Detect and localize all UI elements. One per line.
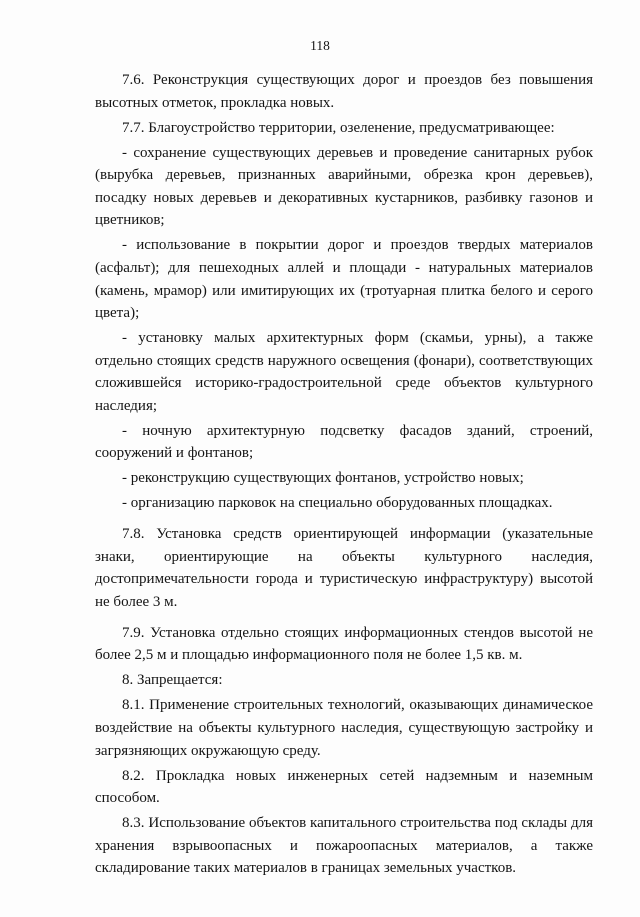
page-number: 118 xyxy=(310,38,330,53)
paragraph-8-3: 8.3. Использование объектов капитального строительства под склады для хранения взрывоопасных и пожароопасных материалов, а также складирование таких материалов в границах земельных участков. xyxy=(95,815,593,877)
paragraph-7-6: 7.6. Реконструкция существующих дорог и проездов без повышения высотных отметок, прокладка новых. xyxy=(95,72,593,111)
paragraph-8-2: 8.2. Прокладка новых инженерных сетей надземным и наземным способом. xyxy=(95,767,593,807)
list-item-fountains: - реконструкцию существующих фонтанов, устройство новых; xyxy=(122,470,524,487)
paragraph-8: 8. Запрещается: xyxy=(122,672,223,689)
paragraph-7-9: 7.9. Установка отдельно стоящих информационных стендов высотой не более 2,5 м и площадью информационного поля не более 1,5 кв. м. xyxy=(95,624,593,664)
paragraph-7-8: 7.8. Установка средств ориентирующей информации (указательные знаки, ориентирующие на объекты культурного наследия, достопримечательности города и туристическую инфраструктуру) высотой не более 3 м. xyxy=(95,526,593,610)
list-item-greenery: - сохранение существующих деревьев и проведение санитарных рубок (вырубка деревьев, признанных аварийными, обрезка крон деревьев), посадку новых деревьев и декоративных кустарников, разбивку газонов и цветников; xyxy=(95,144,593,229)
paragraph-8-1: 8.1. Применение строительных технологий, оказывающих динамическое воздействие на объекты культурного наследия, существующую застройку и загрязняющих окружающую среду. xyxy=(95,697,593,759)
list-item-small-forms: - установку малых архитектурных форм (скамьи, урны), а также отдельно стоящих средств наружного освещения (фонари), соответствующих сложившейся историко-градостроительной среде объектов культурного наследия; xyxy=(95,330,593,414)
list-item-paving: - использование в покрытии дорог и проездов твердых материалов (асфальт); для пешеходных аллей и площади - натуральных материалов (камень, мрамор) или имитирующих их (тротуарная плитка белого и серого цвета); xyxy=(95,237,593,322)
list-item-parking: - организацию парковок на специально оборудованных площадках. xyxy=(122,495,553,512)
paragraph-7-7: 7.7. Благоустройство территории, озеленение, предусматривающее: xyxy=(122,119,555,136)
document-body xyxy=(95,69,593,880)
list-item-lighting: - ночную архитектурную подсветку фасадов зданий, строений, сооружений и фонтанов; xyxy=(95,422,593,462)
